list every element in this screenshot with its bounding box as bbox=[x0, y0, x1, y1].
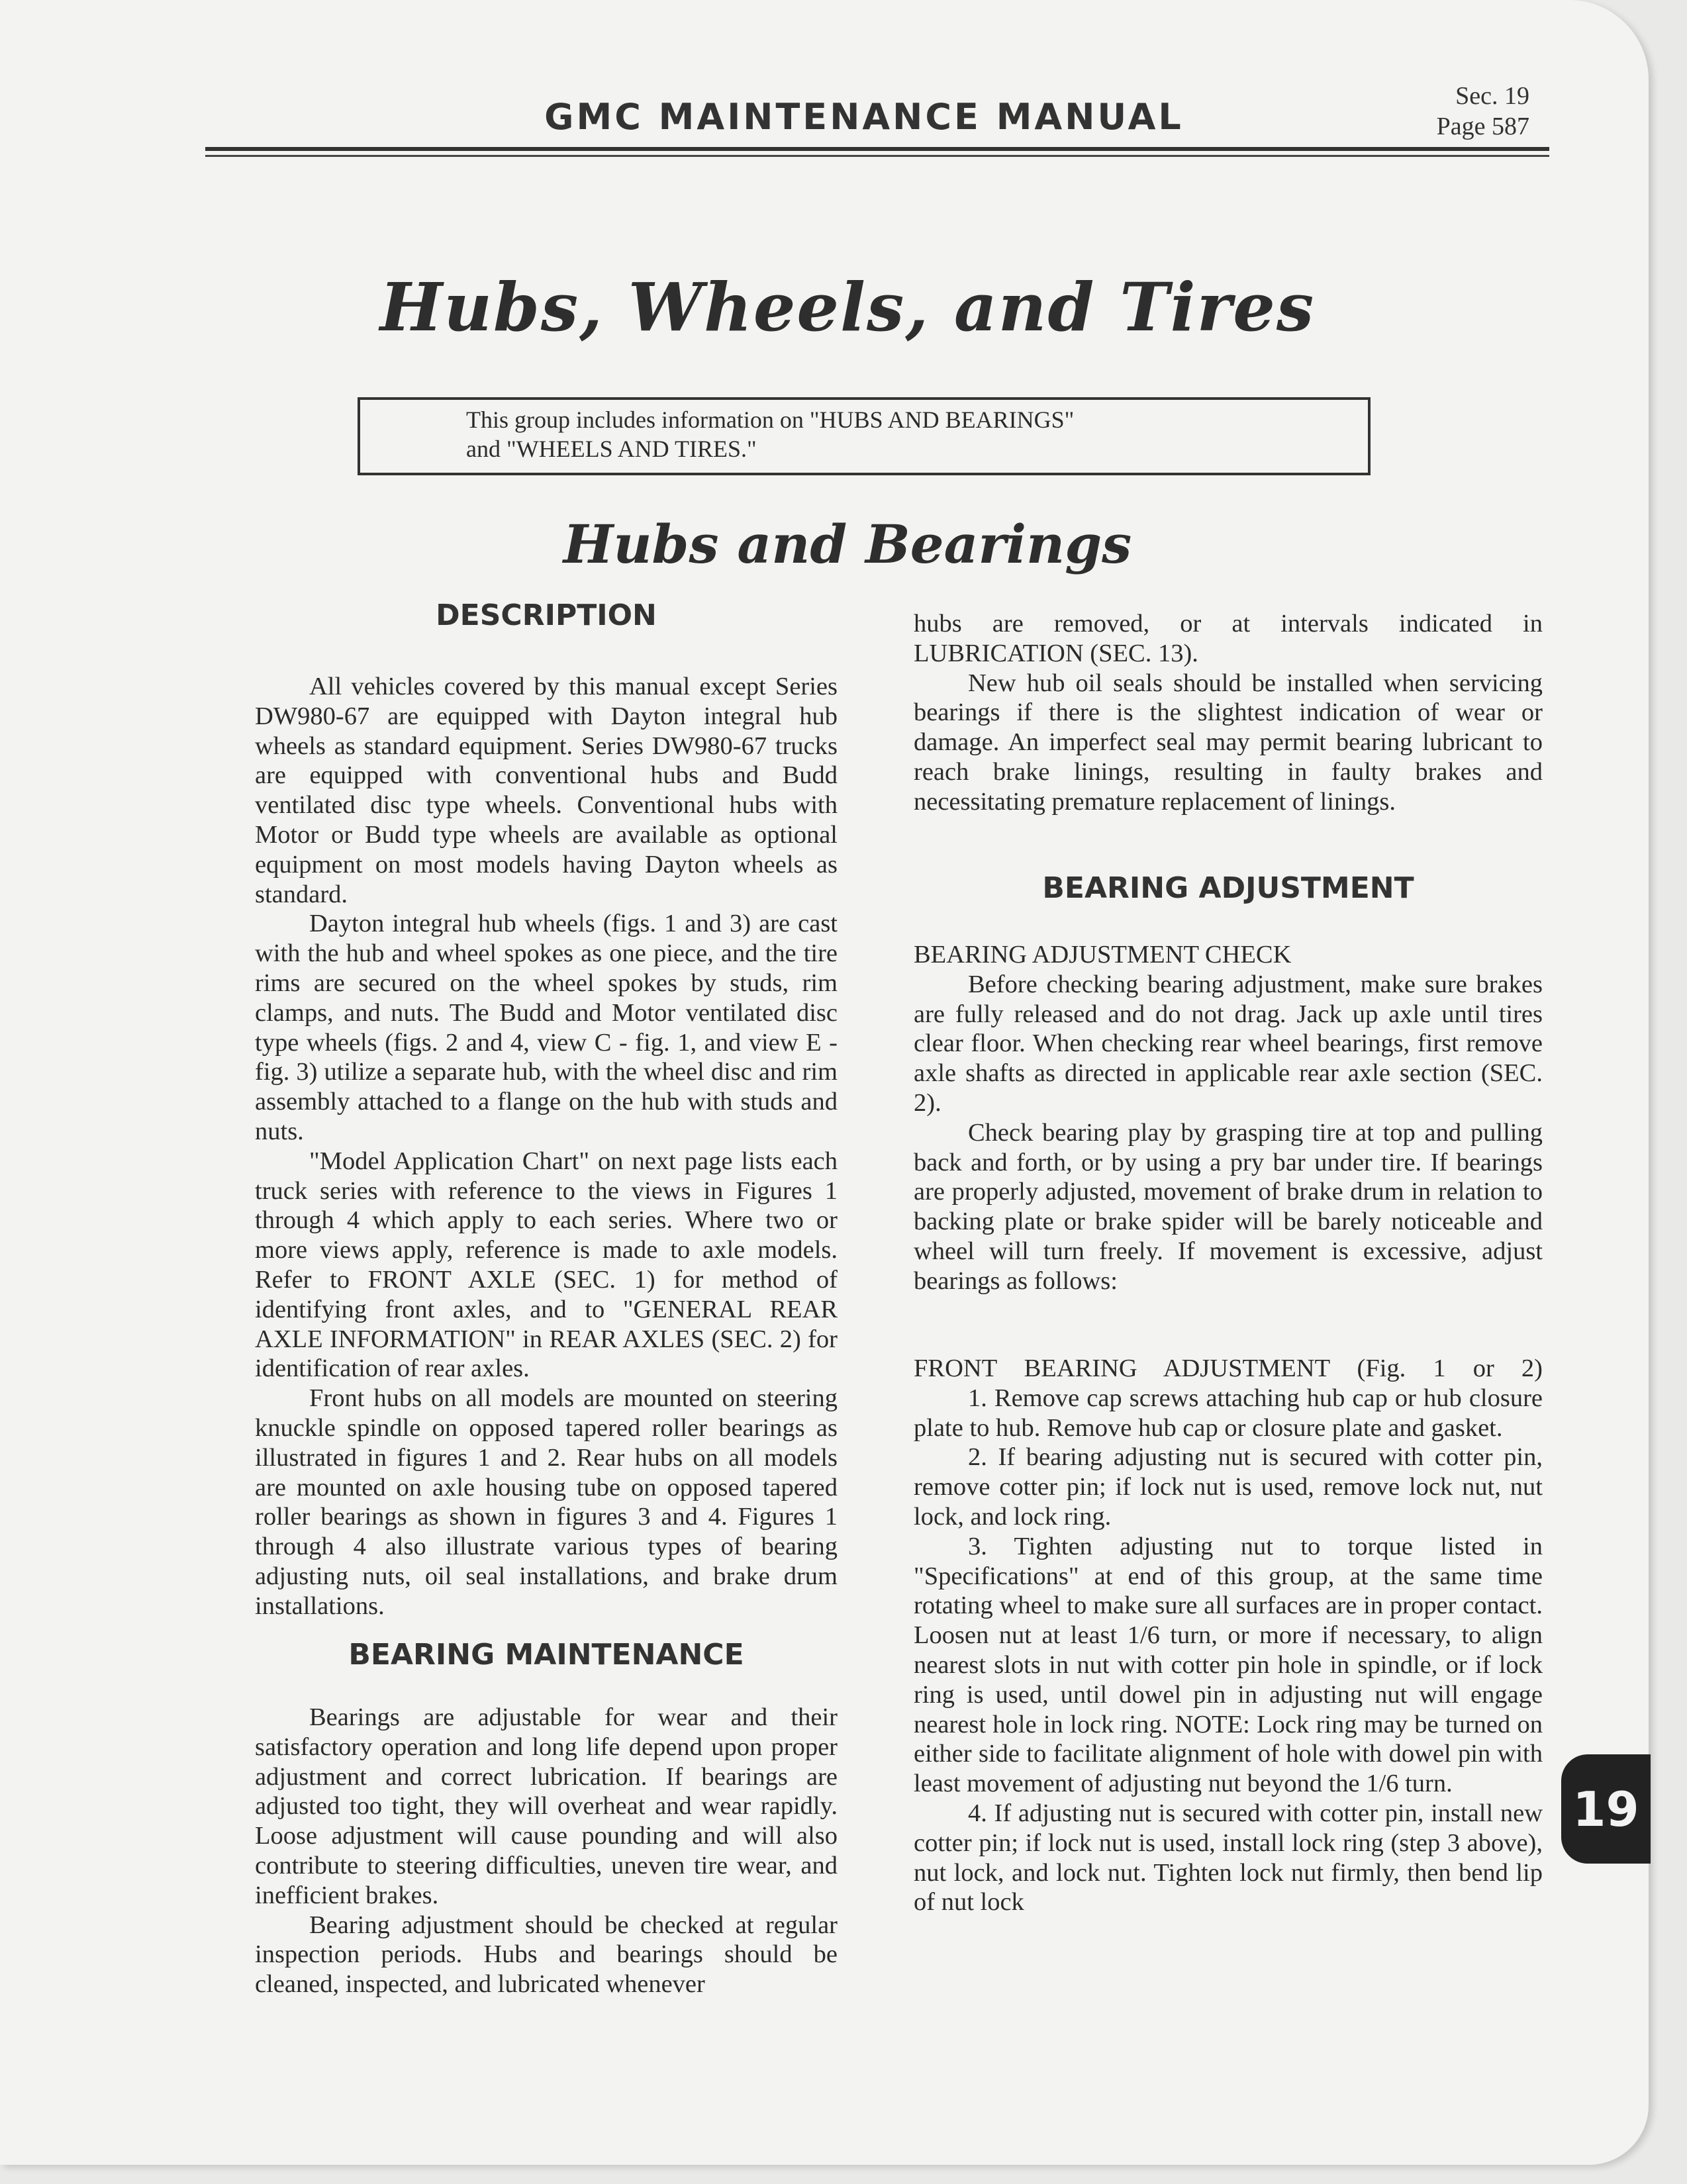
header-rule-thin bbox=[205, 155, 1549, 157]
section-page-label bbox=[1410, 81, 1529, 142]
paragraph: All vehicles covered by this manual except Series DW980-67 are equipped with Dayton integral hub wheels as standard equipment. Series DW980-67 trucks are equipped with conventional hubs and Budd ventilated disc type wheels. Conventional hubs with Motor or Budd type wheels are available as optional equipment on most models having Dayton wheels as standard. bbox=[255, 673, 838, 908]
step: 2. If bearing adjusting nut is secured with cotter pin, remove cotter pin; if lock nut is used, remove lock nut, nut lock, and lock ring. bbox=[914, 1443, 1543, 1531]
paragraph: Before checking bearing adjustment, make sure brakes are fully released and do not drag. Jack up axle until tires clear floor. When checking rear wheel bearings, first remove axle shafts as directed in applicable rear axle section (SEC. 2). bbox=[914, 970, 1543, 1117]
paragraph: Dayton integral hub wheels (figs. 1 and 3) are cast with the hub and wheel spokes as one piece, and the tire rims are secured on the wheel spokes by studs, rim clamps, and nuts. The Budd and Motor ventilated disc type wheels (figs. 2 and 4, view C - fig. 1, and view E - fig. 3) utilize a separate hub, with the wheel disc and rim assembly attached to a flange on the hub with studs and nuts. bbox=[255, 910, 838, 1145]
description-heading: DESCRIPTION bbox=[436, 598, 657, 632]
header-rule bbox=[205, 147, 1549, 151]
paragraph: Front hubs on all models are mounted on steering knuckle spindle on opposed tapered roller bearings as illustrated in figures 1 and 2. Rear hubs on all models are mounted on axle housing tube on opposed tapered roller bearings as shown in figures 3 and 4. Figures 1 through 4 also illustrate various types of bearing adjusting nuts, oil seal installations, and brake drum installations. bbox=[255, 1384, 838, 1620]
step: 4. If adjusting nut is secured with cotter pin, install new cotter pin; if lock nut is used, install lock ring (step 3 above), nut lock, and lock nut. Tighten lock nut firmly, then bend lip of nut lock bbox=[914, 1799, 1543, 1917]
intro-box bbox=[358, 397, 1371, 475]
description-body bbox=[255, 672, 838, 1621]
adjustment-check-body bbox=[914, 940, 1543, 1296]
check-subheading: BEARING ADJUSTMENT CHECK bbox=[914, 941, 1292, 969]
step: 3. Tighten adjusting nut to torque listed in "Specifications" at end of this group, at the same time rotating wheel to make sure all surfaces are in proper contact. Loosen nut at least 1/6 turn, or more if necessary, to align nearest slots in nut with cotter pin hole in spindle, or if lock ring is used, until dowel pin in adjusting nut will engage nearest hole in lock ring. NOTE: Lock ring may be turned on either side to facilitate alignment of hole with dowel pin with least movement of adjusting nut beyond the 1/6 turn. bbox=[914, 1532, 1543, 1798]
group-title: Hubs, Wheels, and Tires bbox=[379, 268, 1316, 346]
paragraph: Check bearing play by grasping tire at top and pulling back and forth, or by using a pry bar under tire. If bearings are properly adjusted, movement of brake drum in relation to backing plate or brake spider will be barely noticeable and wheel will turn freely. If movement is excessive, adjust bearings as follows: bbox=[914, 1118, 1543, 1295]
section-tab: 19 bbox=[1561, 1754, 1651, 1864]
step: 1. Remove cap screws attaching hub cap or hub closure plate to hub. Remove hub cap or closure plate and gasket. bbox=[914, 1384, 1543, 1442]
bearing-adjustment-heading: BEARING ADJUSTMENT bbox=[1042, 871, 1414, 905]
front-adjustment-body bbox=[914, 1354, 1543, 1917]
section-number: Sec. 19 bbox=[1455, 82, 1529, 110]
section-subtitle: Hubs and Bearings bbox=[563, 513, 1132, 575]
paragraph: New hub oil seals should be installed when servicing bearings if there is the slightest indication of wear or damage. An imperfect seal may permit bearing lubricant to reach brake linings, resulting in faulty brakes and necessitating premature replacement of linings. bbox=[914, 669, 1543, 816]
maintenance-body bbox=[255, 1703, 838, 1999]
continued-body bbox=[914, 609, 1543, 817]
paragraph: "Model Application Chart" on next page lists each truck series with reference to the views in Figures 1 through 4 which apply to each series. Where two or more views apply, reference is made to axle models. Refer to FRONT AXLE (SEC. 1) for method of identifying front axles, and to "GENERAL REAR AXLE INFORMATION" in REAR AXLES (SEC. 2) for identification of rear axles. bbox=[255, 1147, 838, 1383]
bearing-maintenance-heading: BEARING MAINTENANCE bbox=[348, 1638, 744, 1672]
intro-line-1: This group includes information on "HUBS AND BEARINGS" bbox=[466, 406, 1075, 433]
paragraph: hubs are removed, or at intervals indicated in LUBRICATION (SEC. 13). bbox=[914, 610, 1543, 667]
page-number: Page 587 bbox=[1436, 113, 1529, 140]
manual-header-title: GMC MAINTENANCE MANUAL bbox=[544, 96, 1184, 138]
intro-line-2: and "WHEELS AND TIRES." bbox=[466, 436, 757, 462]
front-subheading: FRONT BEARING ADJUSTMENT (Fig. 1 or 2) bbox=[914, 1354, 1543, 1382]
paragraph: Bearings are adjustable for wear and their satisfactory operation and long life depend upon proper adjustment and correct lubrication. If bearings are adjusted too tight, they will overheat and wear rapidly. Loose adjustment will cause pounding and will also contribute to steering difficulties, uneven tire wear, and inefficient brakes. bbox=[255, 1703, 838, 1909]
paragraph: Bearing adjustment should be checked at regular inspection periods. Hubs and bearings should be cleaned, inspected, and lubricated whenever bbox=[255, 1911, 838, 1999]
